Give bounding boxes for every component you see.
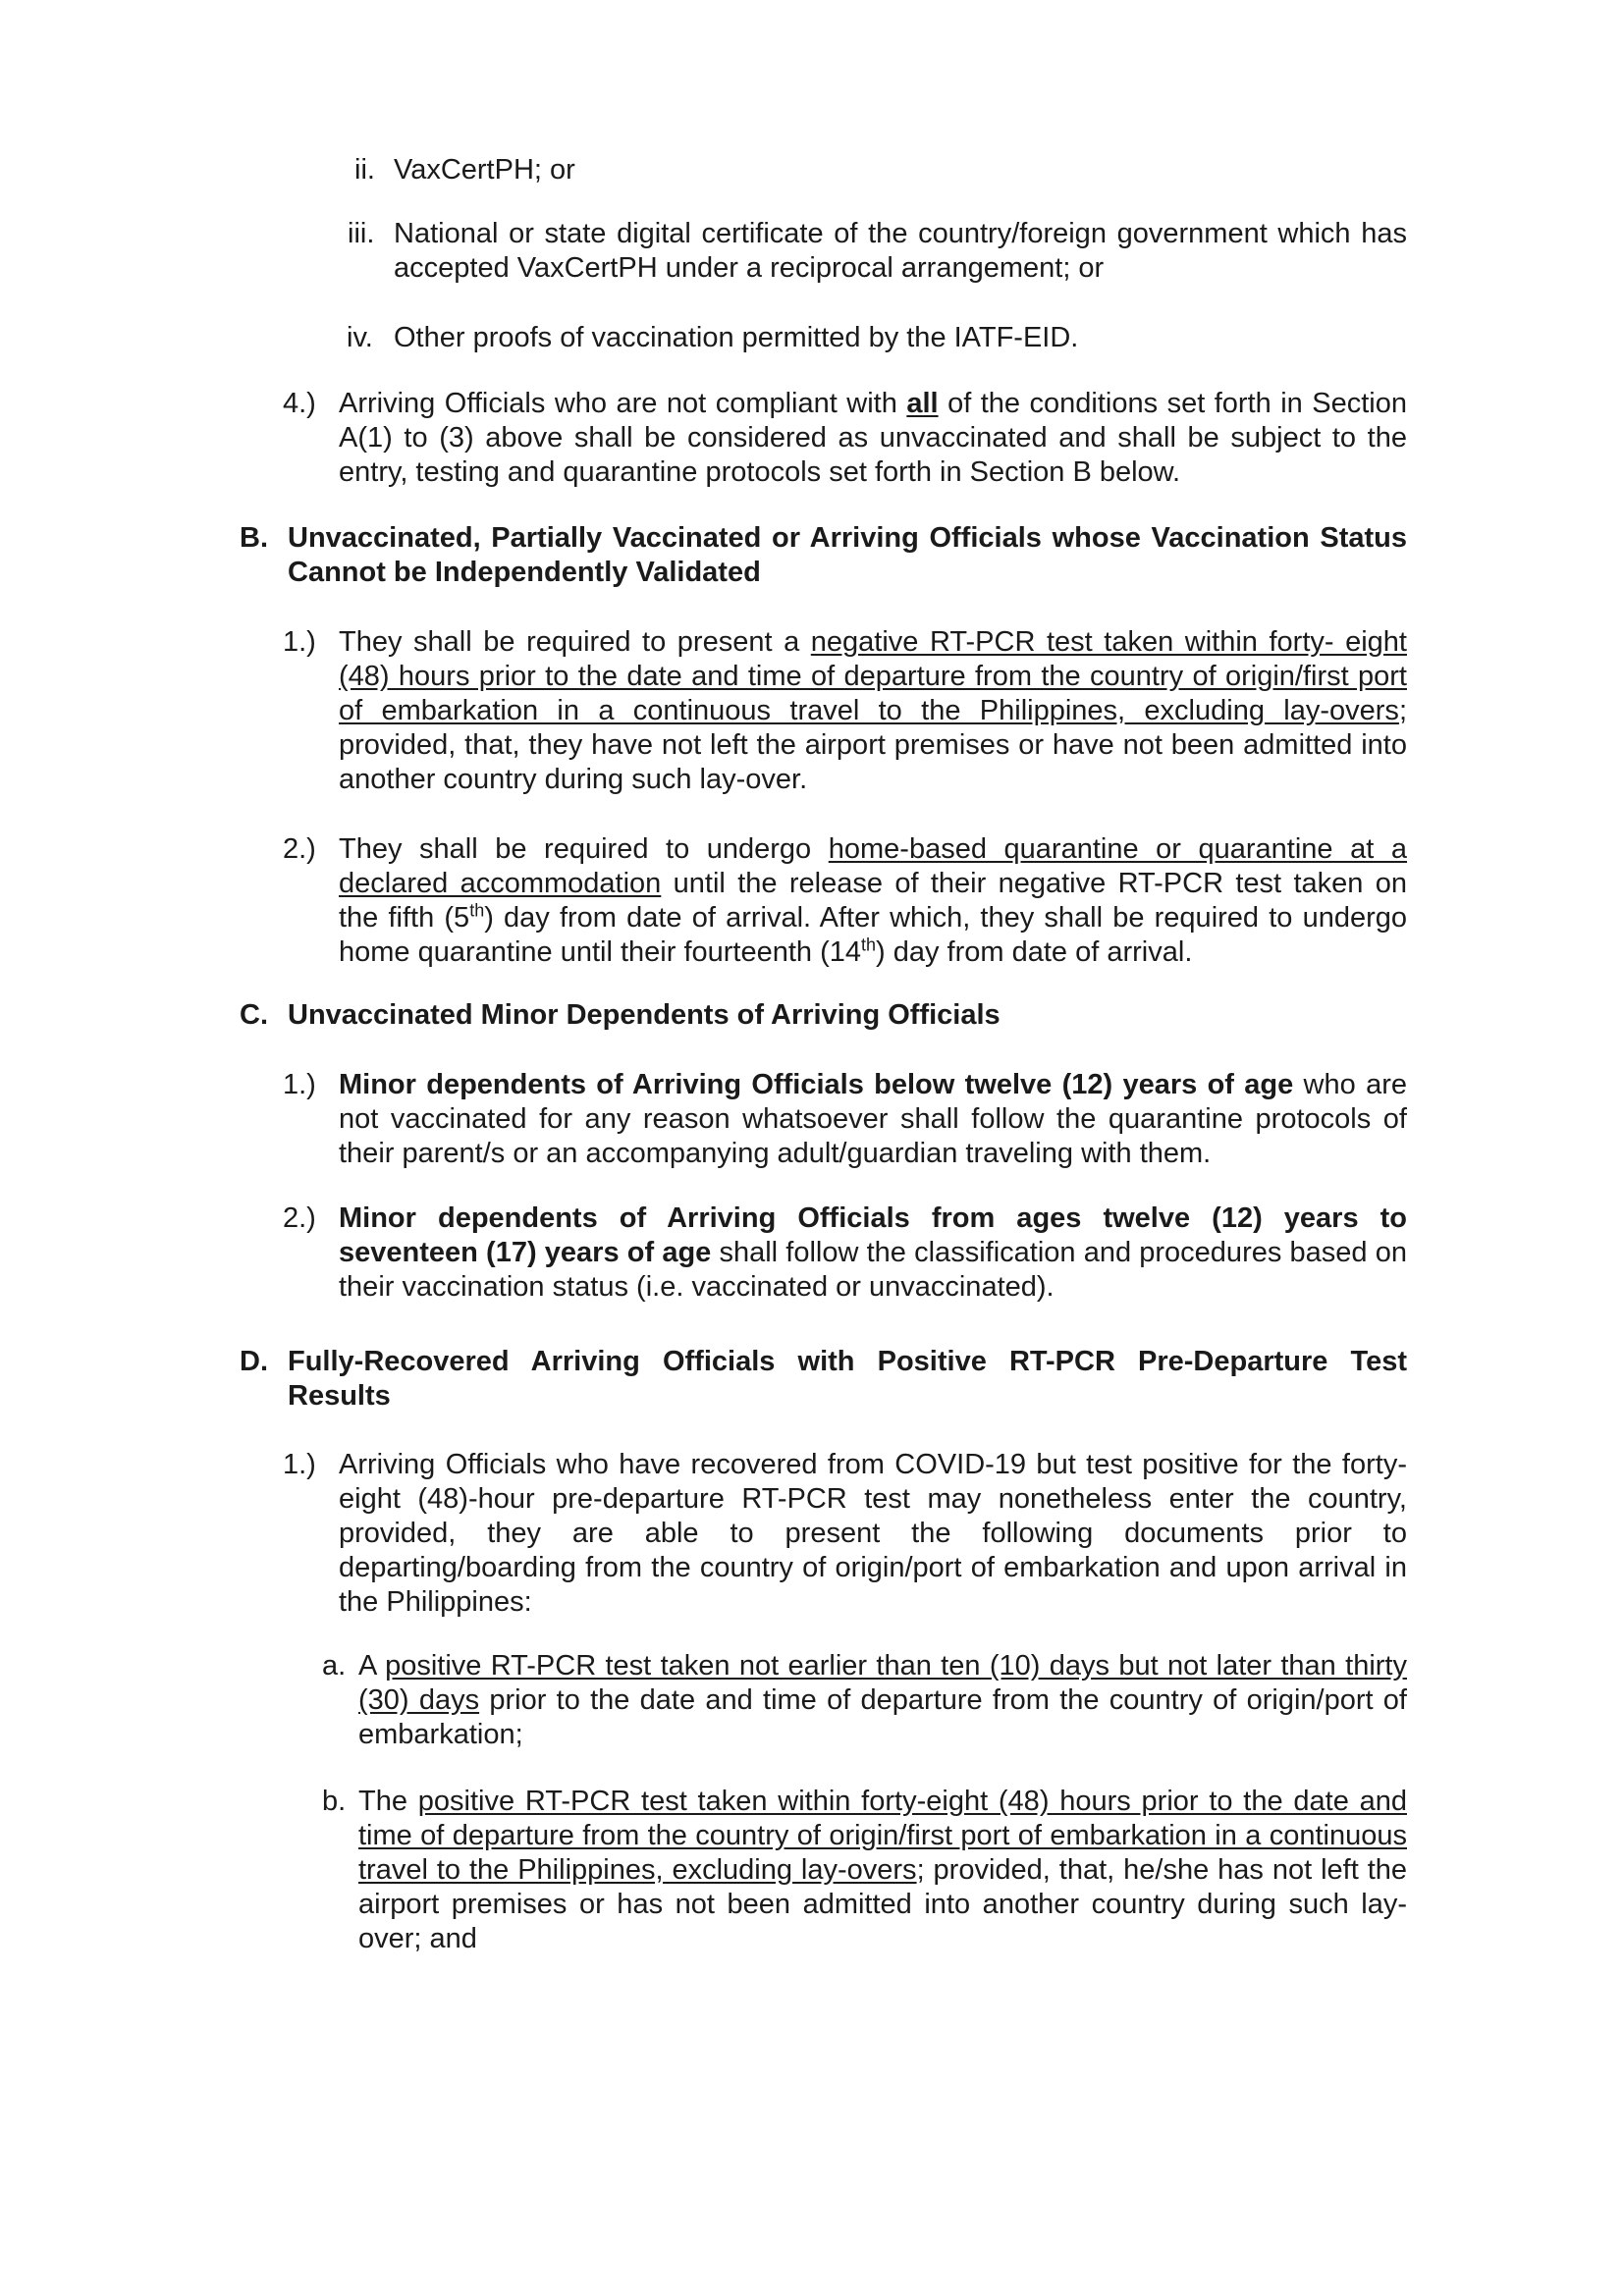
section-b-item2-pre: They shall be required to undergo [339,833,829,865]
section-d-item1-text: Arriving Officials who have recovered from COVID-19 but test positive for the forty-eight (48)-hour pre-departure RT-PCR test may nonetheless enter the country, provided, they are able to present the following documents prior to departing/boarding from the country of origin/port of embarkation and upon arrival in the Philippines: [339,1449,1407,1618]
section-c-title: Unvaccinated Minor Dependents of Arriving Officials [288,999,1001,1031]
section-d-title: Fully-Recovered Arriving Officials with Positive RT-PCR Pre-Departure Test Results [288,1346,1407,1412]
section-c-item2-post: shall follow the classification and procedures based on their vaccination status (i.e. vaccinated or unvaccinated). [339,1237,1407,1303]
section-b-item1-marker: 1.) [283,626,316,658]
section-c-item2-marker: 2.) [283,1202,316,1234]
section-d-sub-a-post: prior to the date and time of departure from the country of origin/port of embarkation; [358,1684,1407,1750]
section-b-item1-post: ; provided, that, they have not left the airport premises or have not been admitted into another country during such lay-over. [339,695,1407,795]
section-d-sub-b-post: ; provided, that, he/she has not left the airport premises or has not been admitted into another country during such lay-over; and [358,1854,1408,1954]
section-b-item2-sup1: th [469,900,485,921]
section-b-item2-mid2: ) day from date of arrival. After which, they shall be required to undergo home quarantine until their fourteenth (14 [339,902,1407,968]
section-d-sub-a-text [358,1649,1407,1752]
item-a4-marker: 4.) [283,388,316,419]
section-b-item2-sup2: th [861,934,877,955]
item-a4-text [339,387,1407,490]
section-d-sub-b-marker: b. [322,1786,347,1817]
section-c-item1-post: who are not vaccinated for any reason whatsoever shall follow the quarantine protocols of their parent/s or an accompanying adult/guardian traveling with them. [339,1069,1407,1169]
section-d-sub-b-text [358,1785,1407,1956]
section-c-item1-marker: 1.) [283,1069,316,1100]
section-c-letter: C. [240,999,268,1031]
section-d-sub-a-pre: A [358,1650,386,1682]
section-d-sub-a-marker: a. [322,1650,347,1682]
section-b-item1-underlined: negative RT-PCR test taken within forty- eight (48) hours prior to the date and time of departure from the country of origin/first port of embarkation in a continuous travel to the Philippines, excluding lay-overs [339,626,1407,726]
section-d-item1-marker: 1.) [283,1449,316,1480]
section-b-item1-pre: They shall be required to present a [339,626,811,658]
roman-marker-iv: iv. [347,322,373,353]
section-b-title: Unvaccinated, Partially Vaccinated or Arriving Officials whose Vaccination Status Cannot be Independently Validated [288,522,1407,588]
section-b-letter: B. [240,522,268,554]
section-c-item1-bold: Minor dependents of Arriving Officials below twelve (12) years of age [339,1069,1294,1100]
roman-item-ii: VaxCertPH; or [394,154,575,186]
section-c-item1-text [339,1068,1407,1171]
item-a4-post: of the conditions set forth in Section A(1) to (3) above shall be considered as unvaccinated and shall be subject to the entry, testing and quarantine protocols set forth in Section B below. [339,388,1408,488]
roman-item-iii: National or state digital certificate of the country/foreign government which has accepted VaxCertPH under a reciprocal arrangement; or [394,218,1407,284]
item-a4-pre: Arriving Officials who are not compliant with [339,388,907,419]
section-b-item2-marker: 2.) [283,833,316,865]
roman-marker-iii: iii. [348,218,375,249]
section-b-item2-underlined: home-based quarantine or quarantine at a declared accommodation [339,833,1407,899]
section-d-sub-a-underlined: positive RT-PCR test taken not earlier than ten (10) days but not later than thirty (30) days [358,1650,1407,1716]
section-b-item2-post: ) day from date of arrival. [876,936,1193,968]
section-b-item1-text [339,625,1407,797]
section-c-item2-bold: Minor dependents of Arriving Officials from ages twelve (12) years to seventeen (17) years of age [339,1202,1407,1268]
roman-item-iv: Other proofs of vaccination permitted by the IATF-EID. [394,322,1079,353]
section-d-sub-b-underlined: positive RT-PCR test taken within forty-eight (48) hours prior to the date and time of departure from the country of origin/first port of embarkation in a continuous travel to the Philippines, excluding lay-overs [358,1786,1407,1886]
section-b-item2-text [339,832,1407,970]
section-d-letter: D. [240,1346,268,1377]
roman-marker-ii: ii. [354,154,375,186]
item-a4-emphasis: all [906,388,939,419]
section-b-item2-mid1: until the release of their negative RT-PCR test taken on the fifth (5 [339,868,1407,934]
section-d-sub-b-pre: The [358,1786,418,1817]
section-c-item2-text [339,1201,1407,1305]
